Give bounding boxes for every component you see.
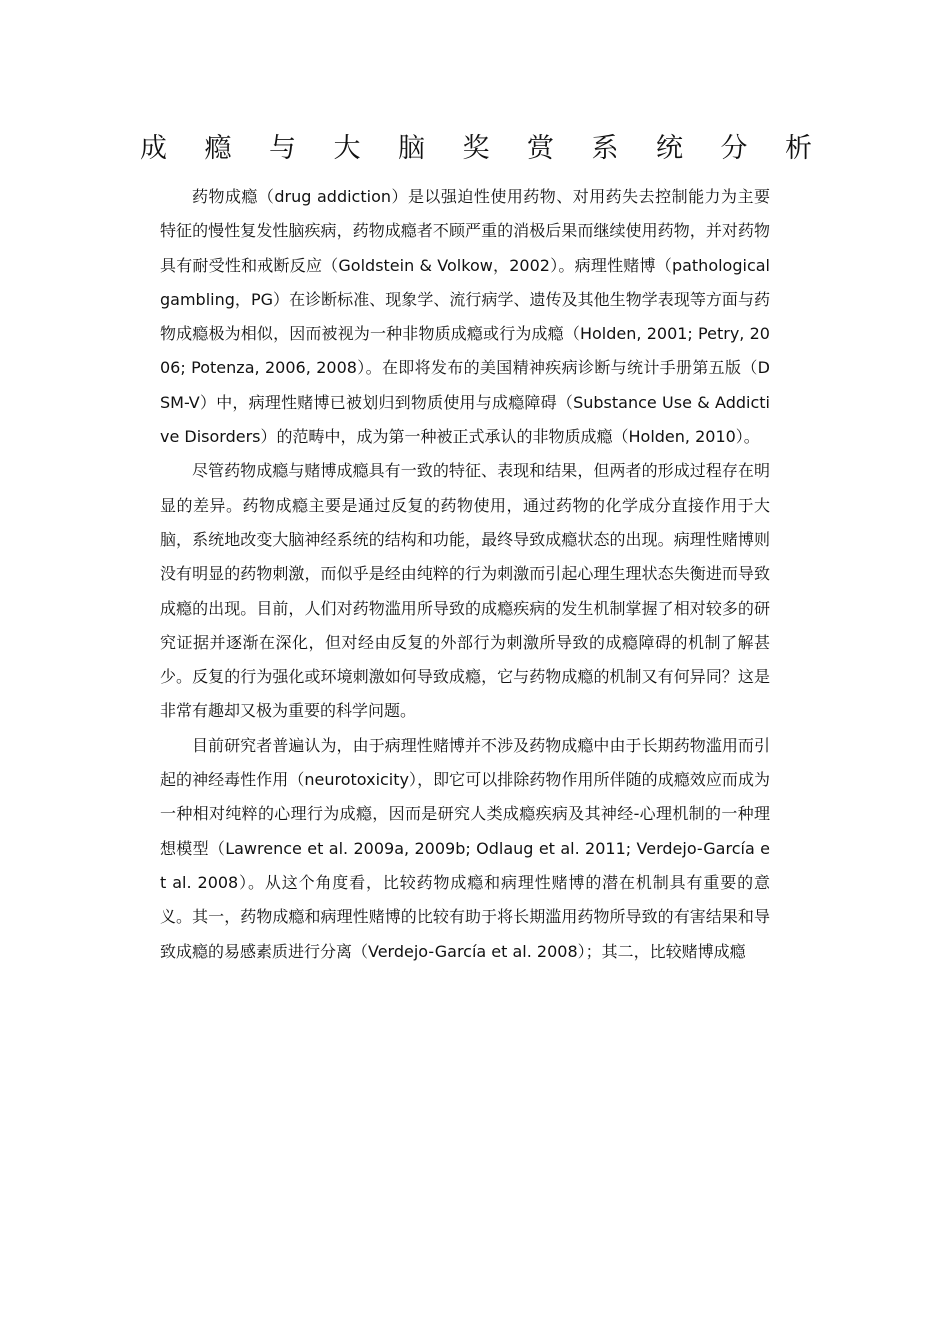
- title-char: 脑: [398, 133, 425, 164]
- page-title: [140, 126, 812, 172]
- title-char: 系: [591, 133, 619, 164]
- paragraph-formation-differences: 尽管药物成瘾与赌博成瘾具有一致的特征、表现和结果，但两者的形成过程存在明显的差异。药物成瘾主要是通过反复的药物使用，通过药物的化学成分直接作用于大脑，系统地改变大脑神经系统的结构和功能，最终导致成瘾状态的出现。病理性赌博则没有明显的药物刺激，而似乎是经由纯粹的行为刺激而引起心理生理状态失衡进而导致成瘾的出现。目前，人们对药物滥用所导致的成瘾疾病的发生机制掌握了相对较多的研究证据并逐渐在深化，但对经由反复的外部行为刺激所导致的成瘾障碍的机制了解甚少。反复的行为强化或环境刺激如何导致成瘾，它与药物成瘾的机制又有何异同？这是非常有趣却又极为重要的科学问题。: [160, 461, 770, 721]
- paragraph-drug-addiction: 药物成瘾（drug addiction）是以强迫性使用药物、对用药失去控制能力为主要特征的慢性复发性脑疾病，药物成瘾者不顾严重的消极后果而继续使用药物，并对药物具有耐受性和戒断反应（Goldstein & Volkow，2002）。病理性赌博（pathological gambling，PG）在诊断标准、现象学、流行病学、遗传及其他生物学表现等方面与药物成瘾极为相似，因而被视为一种非物质成瘾或行为成瘾（Holden, 2001; Petry, 2006; Potenza, 2006, 2008）。在即将发布的美国精神疾病诊断与统计手册第五版（DSM-V）中，病理性赌博已被划归到物质使用与成瘾障碍（Substance Use & Addictive Disorders）的范畴中，成为第一种被正式承认的非物质成瘾（Holden, 2010）。: [160, 187, 770, 447]
- body-text: [160, 180, 770, 969]
- title-char: 大: [333, 133, 361, 164]
- title-char: 析: [785, 133, 812, 164]
- title-char: 成: [140, 133, 167, 164]
- title-char: 与: [269, 133, 296, 164]
- title-char: 瘾: [204, 133, 232, 164]
- title-char: 奖: [462, 133, 490, 164]
- paragraph-research-model: 目前研究者普遍认为，由于病理性赌博并不涉及药物成瘾中由于长期药物滥用而引起的神经毒性作用（neurotoxicity），即它可以排除药物作用所伴随的成瘾效应而成为一种相对纯粹的心理行为成瘾，因而是研究人类成瘾疾病及其神经-心理机制的一种理想模型（Lawrence et al. 2009a, 2009b; Odlaug et al. 2011; Verdejo-García et al. 2008）。从这个角度看，比较药物成瘾和病理性赌博的潜在机制具有重要的意义。其一，药物成瘾和病理性赌博的比较有助于将长期滥用药物所导致的有害结果和导致成瘾的易感素质进行分离（Verdejo-García et al. 2008）；其二，比较赌博成瘾: [160, 735, 770, 961]
- title-char: 赏: [527, 133, 554, 164]
- title-char: 统: [656, 133, 683, 164]
- title-char: 分: [720, 133, 748, 164]
